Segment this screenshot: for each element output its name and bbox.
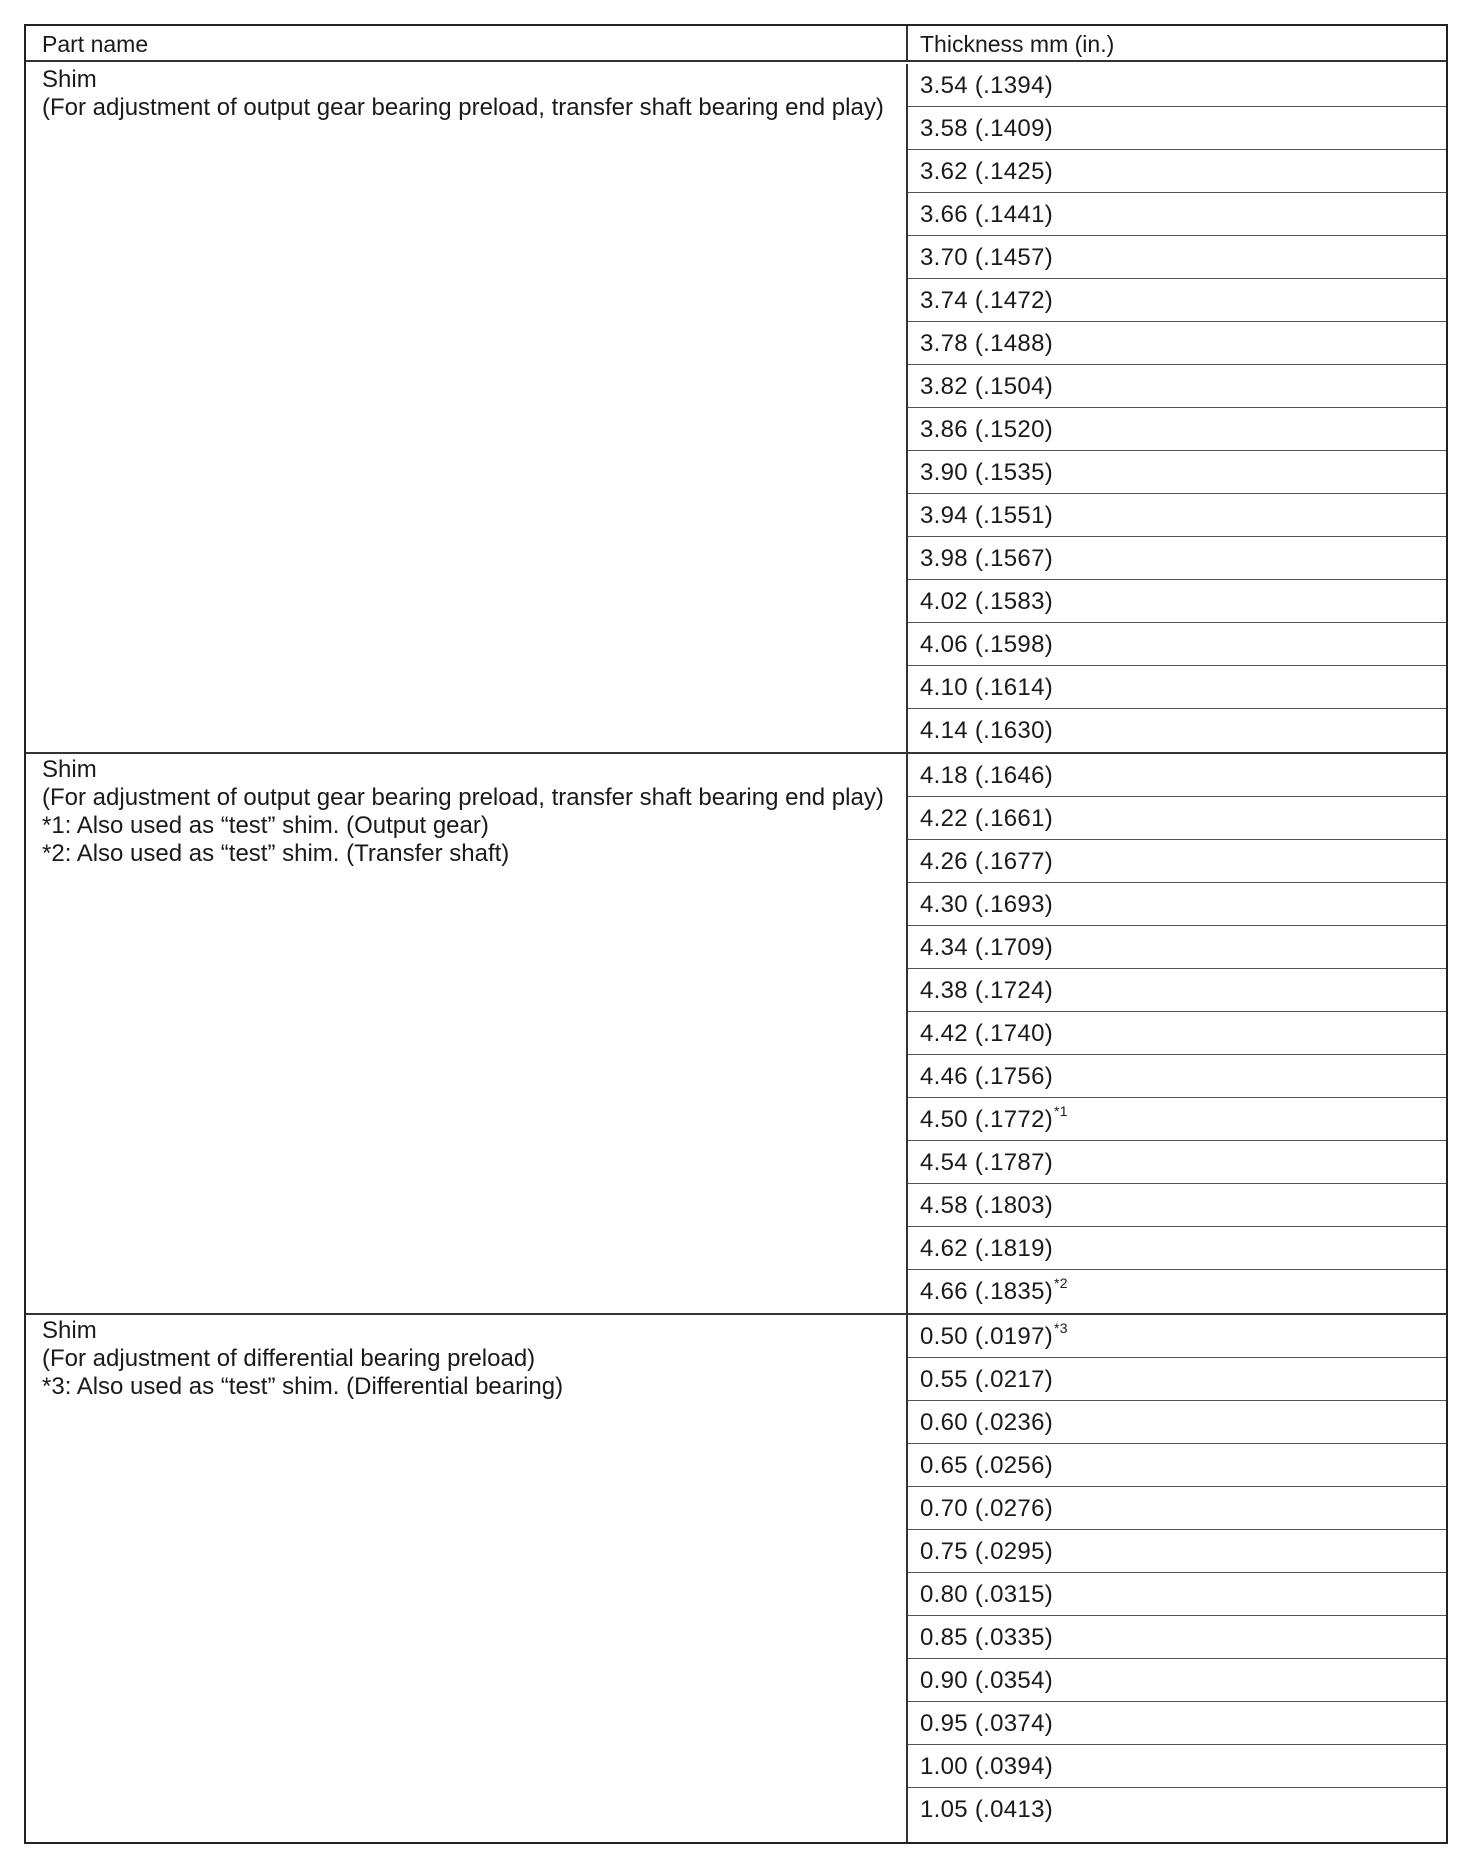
thickness-value-cell — [908, 150, 1446, 193]
thickness-value-cell — [908, 408, 1446, 451]
thickness-value-cell — [908, 193, 1446, 236]
thickness-value-cell — [908, 451, 1446, 494]
thickness-value-cell — [908, 1401, 1446, 1444]
header-thickness-cell — [908, 26, 1446, 60]
thickness-value-cell — [908, 1487, 1446, 1530]
thickness-value-cell — [908, 840, 1446, 883]
thickness-value: 3.78 (.1488) — [920, 330, 1054, 357]
part-name: Shim — [42, 1317, 97, 1344]
part-name: Shim — [42, 756, 97, 783]
part-cell — [26, 754, 908, 1313]
part-description: (For adjustment of output gear bearing preload, transfer shaft bearing end play) — [42, 784, 884, 811]
part-note: *3: Also used as “test” shim. (Differential bearing) — [42, 1373, 564, 1400]
thickness-value: 3.82 (.1504) — [920, 373, 1054, 400]
thickness-value: 0.55 (.0217) — [920, 1366, 1054, 1393]
thickness-value-cell — [908, 1141, 1446, 1184]
thickness-value-cell — [908, 1616, 1446, 1659]
thickness-value: 1.00 (.0394) — [920, 1753, 1054, 1780]
thickness-value: 0.70 (.0276) — [920, 1495, 1054, 1522]
thickness-value: 0.60 (.0236) — [920, 1409, 1054, 1436]
thickness-value: 3.62 (.1425) — [920, 158, 1054, 185]
thickness-value: 3.94 (.1551) — [920, 502, 1054, 529]
thickness-value-cell — [908, 1184, 1446, 1227]
footnote-mark: *3 — [1054, 1320, 1068, 1336]
thickness-value: 4.14 (.1630) — [920, 717, 1054, 744]
thickness-value-cell — [908, 322, 1446, 365]
shim-group-3 — [26, 1313, 1446, 1842]
thickness-value-cell — [908, 1012, 1446, 1055]
thickness-value-cell — [908, 709, 1446, 752]
thickness-value: 3.70 (.1457) — [920, 244, 1054, 271]
thickness-value-cell — [908, 365, 1446, 408]
thickness-value-cell — [908, 926, 1446, 969]
thickness-value-cell — [908, 494, 1446, 537]
thickness-value: 3.74 (.1472) — [920, 287, 1054, 314]
thickness-value: 3.54 (.1394) — [920, 72, 1054, 99]
thickness-value: 0.90 (.0354) — [920, 1667, 1054, 1694]
thickness-value-cell — [908, 580, 1446, 623]
part-cell — [26, 64, 908, 752]
part-name: Shim — [42, 66, 97, 93]
thickness-value-cell — [908, 1358, 1446, 1401]
thickness-value-cell — [908, 107, 1446, 150]
part-description: (For adjustment of differential bearing preload) — [42, 1345, 536, 1372]
thickness-value: 4.34 (.1709) — [920, 934, 1054, 961]
thickness-cells — [908, 1315, 1446, 1842]
part-cell — [26, 1315, 908, 1842]
header-thickness: Thickness mm (in.) — [920, 31, 1115, 57]
thickness-value-cell — [908, 1315, 1446, 1358]
shim-table — [24, 24, 1448, 1844]
part-note: *1: Also used as “test” shim. (Output gear) — [42, 812, 489, 839]
thickness-value: 3.98 (.1567) — [920, 545, 1054, 572]
thickness-value: 4.42 (.1740) — [920, 1020, 1054, 1047]
thickness-value: 0.95 (.0374) — [920, 1710, 1054, 1737]
thickness-value: 4.30 (.1693) — [920, 891, 1054, 918]
thickness-value: 4.50 (.1772) — [920, 1106, 1054, 1133]
thickness-value-cell — [908, 1573, 1446, 1616]
thickness-value-cell — [908, 1745, 1446, 1788]
thickness-value-cell — [908, 883, 1446, 926]
thickness-value: 4.02 (.1583) — [920, 588, 1054, 615]
thickness-value: 3.66 (.1441) — [920, 201, 1054, 228]
thickness-value-cell — [908, 1227, 1446, 1270]
thickness-value-cell — [908, 64, 1446, 107]
thickness-value-cell — [908, 797, 1446, 840]
thickness-value-cell — [908, 236, 1446, 279]
thickness-value-cell — [908, 1530, 1446, 1573]
thickness-value-cell — [908, 1702, 1446, 1745]
thickness-value: 4.54 (.1787) — [920, 1149, 1054, 1176]
thickness-value: 4.38 (.1724) — [920, 977, 1054, 1004]
thickness-value: 4.66 (.1835) — [920, 1278, 1054, 1305]
thickness-value-cell — [908, 1055, 1446, 1098]
thickness-value-cell — [908, 666, 1446, 709]
part-description: (For adjustment of output gear bearing preload, transfer shaft bearing end play) — [42, 94, 884, 121]
part-note: *2: Also used as “test” shim. (Transfer shaft) — [42, 840, 510, 867]
thickness-value-cell — [908, 1098, 1446, 1141]
thickness-value: 4.62 (.1819) — [920, 1235, 1054, 1262]
thickness-value: 1.05 (.0413) — [920, 1796, 1054, 1823]
thickness-value-cell — [908, 1788, 1446, 1842]
footnote-mark: *2 — [1054, 1275, 1068, 1291]
thickness-value: 0.75 (.0295) — [920, 1538, 1054, 1565]
thickness-value-cell — [908, 1659, 1446, 1702]
thickness-value-cell — [908, 1270, 1446, 1313]
thickness-value: 4.26 (.1677) — [920, 848, 1054, 875]
header-part-name: Part name — [42, 31, 149, 57]
thickness-value-cell — [908, 1444, 1446, 1487]
thickness-cells — [908, 754, 1446, 1313]
thickness-value: 0.85 (.0335) — [920, 1624, 1054, 1651]
thickness-value-cell — [908, 969, 1446, 1012]
thickness-value: 4.06 (.1598) — [920, 631, 1054, 658]
thickness-value: 3.86 (.1520) — [920, 416, 1054, 443]
thickness-value: 4.18 (.1646) — [920, 762, 1054, 789]
thickness-value: 3.90 (.1535) — [920, 459, 1054, 486]
thickness-cells — [908, 64, 1446, 752]
table-header — [26, 26, 1446, 62]
header-part-cell — [26, 26, 908, 60]
thickness-value: 4.46 (.1756) — [920, 1063, 1054, 1090]
thickness-value: 4.58 (.1803) — [920, 1192, 1054, 1219]
shim-group-2 — [26, 752, 1446, 1313]
footnote-mark: *1 — [1054, 1103, 1068, 1119]
thickness-value: 0.80 (.0315) — [920, 1581, 1054, 1608]
thickness-value-cell — [908, 754, 1446, 797]
thickness-value: 0.50 (.0197) — [920, 1323, 1054, 1350]
thickness-value: 3.58 (.1409) — [920, 115, 1054, 142]
thickness-value: 0.65 (.0256) — [920, 1452, 1054, 1479]
thickness-value: 4.22 (.1661) — [920, 805, 1054, 832]
thickness-value-cell — [908, 279, 1446, 322]
shim-group-1 — [26, 64, 1446, 752]
thickness-value: 4.10 (.1614) — [920, 674, 1054, 701]
thickness-value-cell — [908, 623, 1446, 666]
thickness-value-cell — [908, 537, 1446, 580]
